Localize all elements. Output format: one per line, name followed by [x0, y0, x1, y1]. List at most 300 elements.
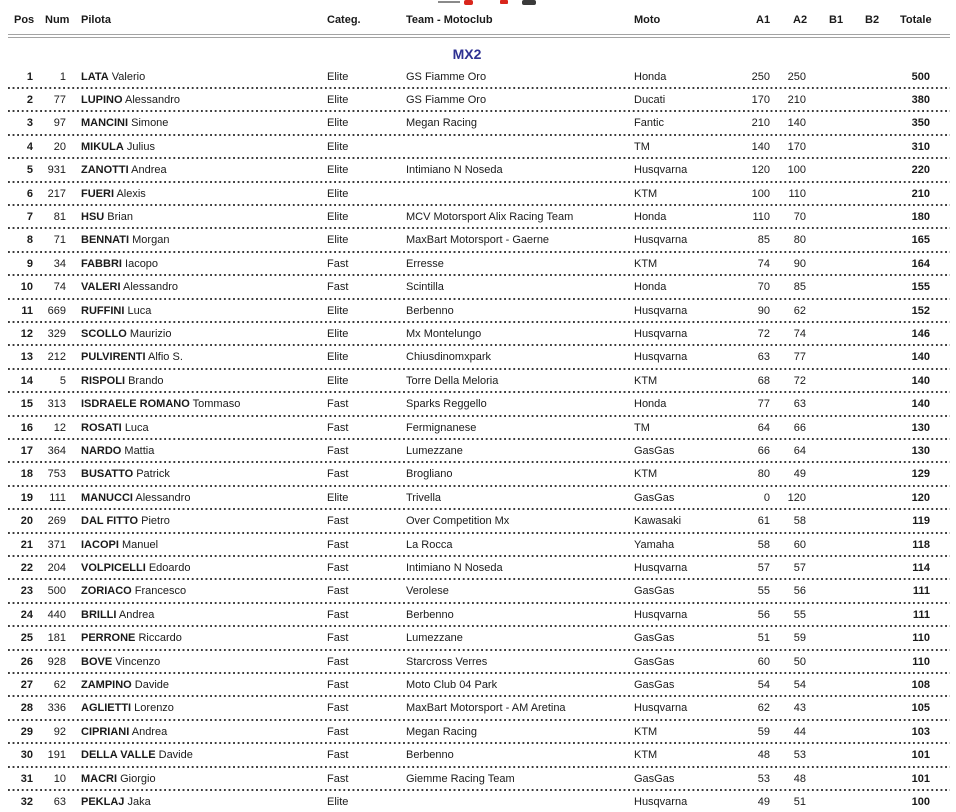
cell-pos: 23 — [20, 585, 33, 598]
table-row — [0, 768, 956, 791]
cell-num: 753 — [47, 468, 66, 481]
cell-pilota — [81, 795, 151, 810]
cell-totale: 110 — [912, 655, 930, 668]
cell-pilota — [81, 93, 180, 108]
logo-fragment — [438, 0, 550, 6]
cell-pilota — [81, 421, 149, 436]
table-row — [0, 557, 956, 580]
cell-num: 63 — [53, 796, 66, 809]
table-row — [0, 136, 956, 159]
cell-a2: 51 — [793, 796, 806, 809]
pilota-name: Tommaso — [192, 398, 241, 411]
cell-pilota — [81, 140, 155, 155]
cell-team: MaxBart Motorsport - Gaerne — [406, 234, 550, 247]
cell-categ: Fast — [327, 421, 349, 434]
cell-totale: 119 — [912, 515, 930, 528]
table-row — [0, 744, 956, 767]
cell-a2: 55 — [793, 608, 806, 621]
cell-moto: GasGas — [634, 585, 675, 598]
cell-a2: 120 — [787, 491, 806, 504]
cell-team: Over Competition Mx — [406, 515, 510, 528]
cell-num: 364 — [47, 445, 66, 457]
cell-num: 1 — [59, 70, 66, 83]
pilota-surname: FABBRI — [81, 257, 122, 270]
cell-moto: Honda — [634, 210, 667, 223]
cell-totale: 152 — [911, 304, 930, 317]
class-title: MX2 — [452, 46, 482, 62]
cell-num: 669 — [47, 304, 66, 317]
cell-num: 181 — [47, 632, 66, 645]
cell-num: 329 — [47, 327, 66, 340]
cell-team: Torre Della Meloria — [406, 374, 499, 387]
cell-pilota — [81, 327, 171, 342]
header-double-rule — [8, 34, 950, 38]
header-b2: B2 — [865, 14, 880, 26]
cell-categ: Elite — [327, 796, 349, 809]
cell-totale: 100 — [911, 796, 930, 809]
pilota-name: Jaka — [127, 796, 151, 809]
cell-a2: 60 — [793, 538, 806, 551]
pilota-name: Simone — [131, 117, 169, 130]
cell-a2: 85 — [793, 281, 806, 294]
pilota-name: Iacopo — [125, 257, 159, 270]
cell-pilota — [81, 725, 167, 740]
cell-categ: Fast — [327, 608, 349, 621]
cell-num: 371 — [47, 538, 66, 551]
cell-pilota — [81, 748, 193, 763]
cell-num: 10 — [53, 772, 66, 785]
cell-totale: 129 — [911, 468, 930, 481]
cell-team: MCV Motorsport Alix Racing Team — [406, 210, 574, 223]
pilota-surname: LATA — [81, 70, 109, 83]
table-row — [0, 534, 956, 557]
table-row — [0, 417, 956, 440]
cell-categ: Fast — [327, 749, 349, 762]
table-row — [0, 510, 956, 533]
cell-num: 440 — [47, 608, 66, 621]
cell-team: Giemme Racing Team — [406, 772, 515, 785]
header-num: Num — [45, 14, 70, 26]
cell-totale: 155 — [911, 281, 930, 294]
cell-a1: 53 — [757, 772, 770, 785]
cell-pilota — [81, 210, 133, 225]
table-row — [0, 721, 956, 744]
cell-totale: 101 — [911, 772, 930, 785]
pilota-name: Luca — [127, 304, 152, 317]
cell-pilota — [81, 444, 154, 459]
cell-moto: GasGas — [634, 632, 675, 645]
pilota-name: Edoardo — [148, 562, 191, 575]
cell-team: Scintilla — [406, 281, 444, 294]
cell-moto: KTM — [634, 468, 658, 481]
table-row — [0, 346, 956, 369]
pilota-surname: DELLA VALLE — [81, 749, 156, 762]
pilota-surname: VALERI — [81, 281, 121, 294]
cell-pos: 29 — [20, 725, 33, 738]
cell-num: 928 — [47, 655, 66, 668]
cell-a2: 250 — [787, 70, 806, 83]
header-pilota: Pilota — [81, 14, 111, 26]
cell-categ: Fast — [327, 515, 349, 528]
pilota-name: Giorgio — [120, 772, 156, 785]
cell-num: 217 — [47, 187, 66, 200]
cell-categ: Fast — [327, 398, 349, 411]
table-row — [0, 604, 956, 627]
cell-categ: Fast — [327, 468, 349, 481]
cell-totale: 103 — [911, 725, 930, 738]
cell-pos: 8 — [26, 234, 33, 247]
cell-moto: KTM — [634, 725, 658, 738]
cell-categ: Fast — [327, 445, 349, 457]
table-row — [0, 487, 956, 510]
cell-pilota — [81, 701, 174, 716]
cell-pilota — [81, 233, 169, 248]
cell-moto: Husqvarna — [634, 327, 688, 340]
cell-a2: 90 — [793, 257, 806, 270]
cell-team: Berbenno — [406, 608, 454, 621]
table-row — [0, 66, 956, 89]
cell-pilota — [81, 257, 158, 272]
cell-moto: Kawasaki — [634, 515, 682, 528]
cell-a2: 210 — [787, 93, 806, 106]
cell-moto: Husqvarna — [634, 351, 688, 364]
cell-pos: 12 — [20, 327, 33, 340]
cell-a1: 170 — [751, 93, 770, 106]
cell-pilota — [81, 374, 164, 389]
pilota-surname: VOLPICELLI — [81, 562, 146, 575]
standings-table-body — [0, 66, 956, 812]
cell-a1: 62 — [757, 702, 770, 715]
pilota-surname: MANCINI — [81, 117, 129, 130]
pilota-name: Alexis — [116, 187, 146, 200]
cell-categ: Fast — [327, 702, 349, 715]
cell-moto: Honda — [634, 281, 667, 294]
pilota-surname: BOVE — [81, 655, 113, 668]
table-header — [0, 13, 956, 28]
cell-moto: Husqvarna — [634, 608, 688, 621]
table-row — [0, 791, 956, 811]
pilota-name: Andrea — [131, 725, 168, 738]
cell-a1: 61 — [757, 515, 770, 528]
pilota-name: Francesco — [134, 585, 187, 598]
cell-pos: 28 — [20, 702, 33, 715]
cell-a2: 110 — [788, 187, 806, 200]
cell-a1: 60 — [757, 655, 770, 668]
table-row — [0, 697, 956, 720]
cell-moto: Yamaha — [634, 538, 675, 551]
cell-moto: KTM — [634, 749, 658, 762]
cell-categ: Elite — [327, 491, 349, 504]
cell-pilota — [81, 772, 156, 787]
cell-totale: 165 — [911, 234, 930, 247]
cell-a1: 210 — [751, 117, 770, 130]
cell-categ: Fast — [327, 632, 349, 645]
cell-a1: 66 — [757, 445, 770, 457]
cell-a1: 72 — [757, 327, 770, 340]
pilota-name: Lorenzo — [134, 702, 174, 715]
cell-pilota — [81, 491, 190, 506]
cell-moto: TM — [634, 421, 650, 434]
cell-moto: GasGas — [634, 445, 675, 457]
cell-moto: GasGas — [634, 772, 675, 785]
cell-categ: Fast — [327, 281, 349, 294]
cell-team: La Rocca — [406, 538, 453, 551]
cell-team: Megan Racing — [406, 117, 477, 130]
cell-totale: 105 — [911, 702, 930, 715]
cell-categ: Elite — [327, 140, 349, 153]
cell-a1: 51 — [757, 632, 770, 645]
cell-pos: 6 — [26, 187, 33, 200]
cell-a2: 170 — [787, 140, 806, 153]
pilota-name: Manuel — [121, 538, 159, 551]
cell-pos: 4 — [26, 140, 33, 153]
cell-team: Intimiano N Noseda — [406, 164, 503, 177]
table-row — [0, 674, 956, 697]
cell-totale: 120 — [911, 491, 930, 504]
cell-team: Intimiano N Noseda — [406, 562, 503, 575]
pilota-surname: BENNATI — [81, 234, 130, 247]
pilota-surname: ZORIACO — [81, 585, 132, 598]
table-row — [0, 159, 956, 182]
cell-team: Lumezzane — [406, 632, 463, 645]
header-moto: Moto — [634, 14, 661, 26]
pilota-surname: FUERI — [81, 187, 114, 200]
cell-team: Megan Racing — [406, 725, 477, 738]
pilota-name: Brando — [128, 374, 164, 387]
cell-a2: 72 — [793, 374, 806, 387]
pilota-surname: ROSATI — [81, 421, 122, 434]
cell-a1: 120 — [751, 164, 770, 177]
cell-num: 77 — [53, 93, 66, 106]
cell-totale: 310 — [911, 140, 930, 153]
cell-totale: 130 — [911, 445, 930, 457]
cell-team: Starcross Verres — [406, 655, 488, 668]
cell-pos: 9 — [26, 257, 33, 270]
cell-a1: 85 — [757, 234, 770, 247]
cell-categ: Fast — [327, 585, 349, 598]
cell-a1: 140 — [751, 140, 770, 153]
cell-num: 81 — [53, 210, 66, 223]
cell-num: 111 — [49, 491, 66, 504]
cell-moto: GasGas — [634, 679, 675, 692]
cell-moto: KTM — [634, 257, 658, 270]
cell-num: 313 — [47, 398, 66, 411]
cell-totale: 111 — [912, 608, 930, 621]
cell-totale: 220 — [911, 164, 930, 177]
table-row — [0, 580, 956, 603]
cell-totale: 140 — [911, 351, 930, 364]
cell-a2: 50 — [793, 655, 806, 668]
cell-num: 92 — [53, 725, 66, 738]
cell-categ: Elite — [327, 351, 349, 364]
cell-a2: 77 — [793, 351, 806, 364]
cell-a2: 70 — [793, 210, 806, 223]
cell-pilota — [81, 467, 170, 482]
pilota-surname: NARDO — [81, 445, 122, 457]
cell-moto: Husqvarna — [634, 796, 688, 809]
cell-a2: 63 — [793, 398, 806, 411]
cell-a1: 100 — [751, 187, 770, 200]
cell-a2: 54 — [793, 679, 806, 692]
pilota-name: Julius — [126, 140, 155, 153]
pilota-name: Vincenzo — [115, 655, 161, 668]
pilota-surname: PEKLAJ — [81, 796, 125, 809]
cell-pilota — [81, 116, 168, 131]
table-row — [0, 323, 956, 346]
cell-a2: 44 — [793, 725, 806, 738]
pilota-surname: PULVIRENTI — [81, 351, 146, 364]
cell-categ: Elite — [327, 70, 349, 83]
pilota-name: Andrea — [118, 608, 155, 621]
cell-team: GS Fiamme Oro — [406, 70, 487, 83]
cell-a1: 80 — [757, 468, 770, 481]
cell-totale: 140 — [911, 398, 930, 411]
cell-a1: 57 — [757, 562, 770, 575]
cell-totale: 110 — [912, 632, 930, 645]
cell-pos: 1 — [26, 70, 33, 83]
cell-team: Trivella — [406, 491, 442, 504]
cell-a2: 64 — [793, 445, 806, 457]
cell-a2: 53 — [793, 749, 806, 762]
cell-pilota — [81, 350, 183, 365]
pilota-surname: ZAMPINO — [81, 679, 132, 692]
cell-num: 931 — [47, 164, 66, 177]
header-categ: Categ. — [327, 14, 361, 26]
cell-num: 74 — [53, 281, 66, 294]
cell-team: Lumezzane — [406, 445, 463, 457]
pilota-surname: SCOLLO — [81, 327, 127, 340]
table-row — [0, 206, 956, 229]
cell-pos: 26 — [20, 655, 33, 668]
cell-a2: 57 — [793, 562, 806, 575]
table-row — [0, 393, 956, 416]
cell-moto: Honda — [634, 398, 667, 411]
cell-team: Verolese — [406, 585, 449, 598]
cell-a2: 59 — [793, 632, 806, 645]
pilota-name: Morgan — [132, 234, 170, 247]
cell-categ: Fast — [327, 772, 349, 785]
cell-categ: Elite — [327, 210, 349, 223]
cell-team: GS Fiamme Oro — [406, 93, 487, 106]
cell-team: Mx Montelungo — [406, 327, 482, 340]
pilota-name: Davide — [134, 679, 170, 692]
cell-a1: 48 — [757, 749, 770, 762]
pilota-surname: IACOPI — [81, 538, 119, 551]
cell-totale: 210 — [911, 187, 930, 200]
pilota-surname: HSU — [81, 210, 105, 223]
cell-categ: Elite — [327, 117, 349, 130]
pilota-name: Pietro — [141, 515, 170, 528]
table-row — [0, 112, 956, 135]
cell-team: Berbenno — [406, 304, 454, 317]
cell-num: 5 — [59, 374, 66, 387]
cell-categ: Fast — [327, 538, 349, 551]
cell-pos: 10 — [20, 281, 33, 294]
header-a1: A1 — [756, 14, 771, 26]
cell-a2: 62 — [793, 304, 806, 317]
cell-pos: 7 — [26, 210, 33, 223]
cell-pos: 13 — [20, 351, 33, 364]
cell-a2: 80 — [793, 234, 806, 247]
cell-a1: 0 — [763, 491, 770, 504]
cell-pilota — [81, 304, 151, 319]
cell-totale: 111 — [912, 585, 930, 598]
cell-a2: 66 — [793, 421, 806, 434]
pilota-surname: MACRI — [81, 772, 118, 785]
cell-pos: 30 — [20, 749, 33, 762]
cell-num: 336 — [47, 702, 66, 715]
cell-pilota — [81, 187, 146, 202]
cell-a2: 74 — [793, 327, 806, 340]
pilota-surname: BRILLI — [81, 608, 117, 621]
cell-team: MaxBart Motorsport - AM Aretina — [406, 702, 566, 715]
cell-moto: Honda — [634, 70, 667, 83]
pilota-surname: LUPINO — [81, 93, 123, 106]
pilota-surname: RISPOLI — [81, 374, 126, 387]
cell-pos: 32 — [20, 796, 33, 809]
cell-num: 71 — [53, 234, 66, 247]
table-row — [0, 300, 956, 323]
cell-num: 97 — [53, 117, 66, 130]
cell-a1: 59 — [757, 725, 770, 738]
cell-pos: 31 — [20, 772, 33, 785]
pilota-name: Brian — [107, 210, 133, 223]
pilota-surname: BUSATTO — [81, 468, 134, 481]
cell-categ: Elite — [327, 327, 349, 340]
cell-a1: 250 — [751, 70, 770, 83]
cell-pilota — [81, 70, 145, 85]
cell-a2: 43 — [793, 702, 806, 715]
cell-a1: 74 — [757, 257, 770, 270]
cell-team: Sparks Reggello — [406, 398, 487, 411]
cell-moto: TM — [634, 140, 650, 153]
cell-totale: 118 — [912, 538, 930, 551]
table-row — [0, 370, 956, 393]
cell-team: Berbenno — [406, 749, 454, 762]
cell-moto: Husqvarna — [634, 234, 688, 247]
pilota-name: Riccardo — [138, 632, 182, 645]
cell-moto: GasGas — [634, 491, 675, 504]
cell-categ: Fast — [327, 679, 349, 692]
cell-num: 12 — [53, 421, 66, 434]
cell-totale: 114 — [912, 562, 930, 575]
pilota-name: Valerio — [111, 70, 146, 83]
cell-pos: 3 — [26, 117, 33, 130]
pilota-surname: MANUCCI — [81, 491, 133, 504]
cell-pos: 2 — [26, 93, 33, 106]
cell-pos: 27 — [20, 679, 33, 692]
cell-moto: Husqvarna — [634, 164, 688, 177]
pilota-surname: ISDRAELE ROMANO — [81, 398, 190, 411]
cell-totale: 101 — [911, 749, 930, 762]
cell-num: 269 — [47, 515, 66, 528]
cell-categ: Fast — [327, 257, 349, 270]
cell-totale: 130 — [911, 421, 930, 434]
cell-a1: 90 — [757, 304, 770, 317]
cell-categ: Elite — [327, 374, 349, 387]
cell-moto: Husqvarna — [634, 702, 688, 715]
cell-team: Moto Club 04 Park — [406, 679, 498, 692]
pilota-name: Mattia — [124, 445, 155, 457]
cell-team: Chiusdinomxpark — [406, 351, 491, 364]
cell-num: 204 — [47, 562, 66, 575]
table-row — [0, 627, 956, 650]
cell-pos: 19 — [20, 491, 33, 504]
table-row — [0, 89, 956, 112]
cell-a1: 64 — [757, 421, 770, 434]
table-row — [0, 276, 956, 299]
pilota-surname: RUFFINI — [81, 304, 125, 317]
